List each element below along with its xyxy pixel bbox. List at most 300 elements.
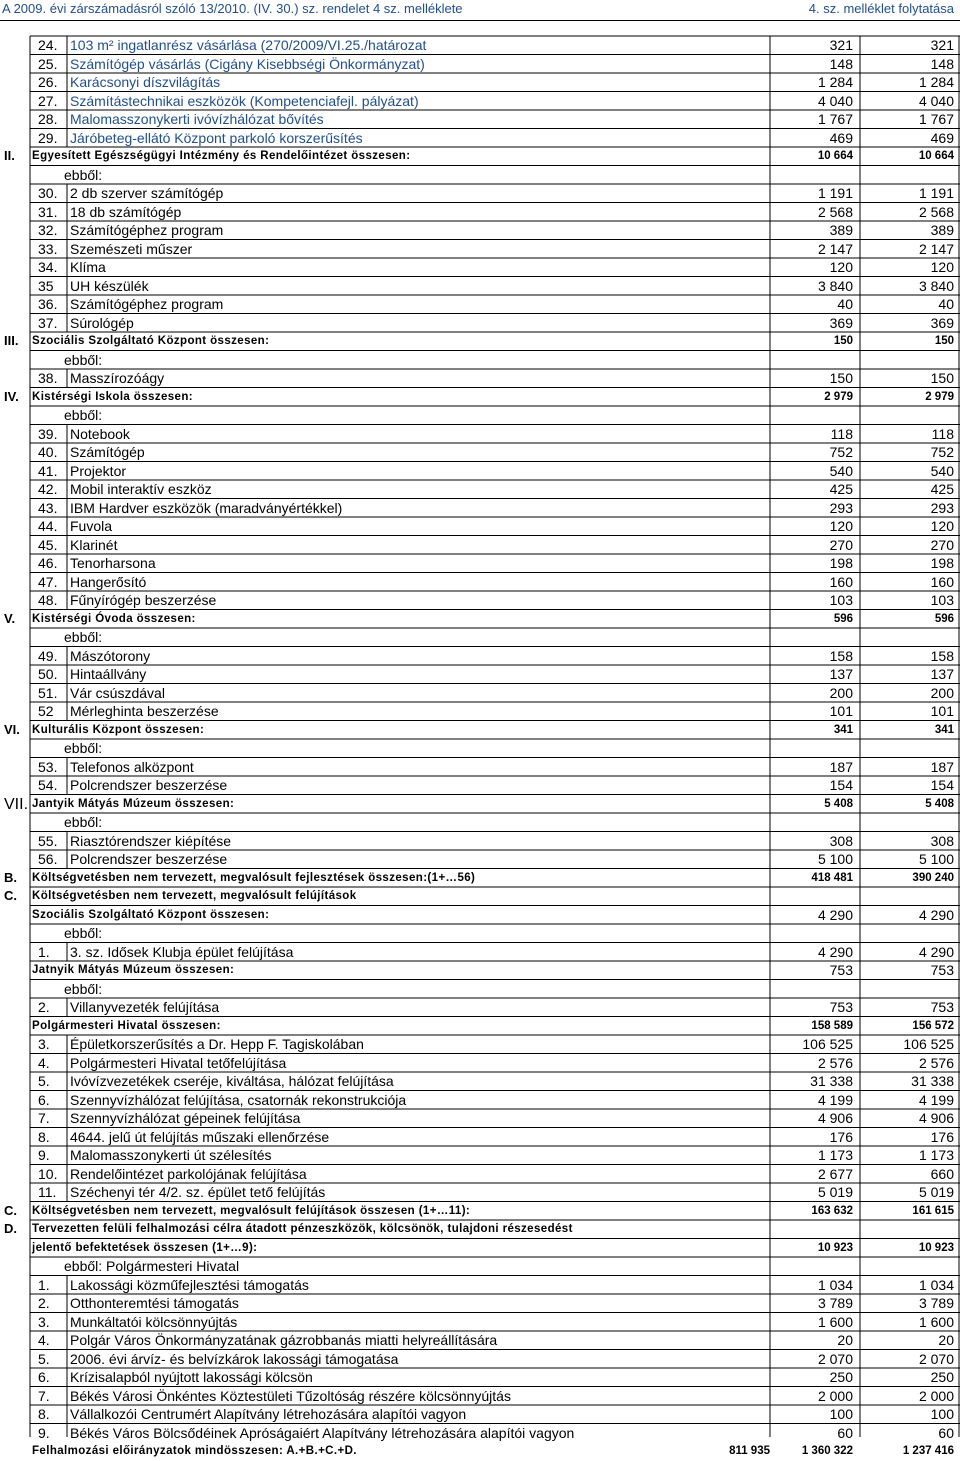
table-row bbox=[0, 1331, 960, 1350]
value-actual: 106 525 bbox=[903, 1036, 954, 1052]
value-modified: 40 bbox=[837, 296, 853, 312]
value-actual: 40 bbox=[938, 296, 954, 312]
value-actual: 2 568 bbox=[918, 203, 954, 220]
row-label: Notebook bbox=[70, 425, 130, 442]
value-modified: 389 bbox=[829, 222, 853, 238]
row-label: Polcrendszer beszerzése bbox=[70, 851, 228, 867]
row-number: 28. bbox=[38, 111, 58, 127]
row-number: 24. bbox=[38, 37, 58, 53]
group-label: Szociális Szolgáltató Központ összesen: bbox=[32, 908, 270, 921]
row-label: Mászótorony bbox=[70, 647, 151, 664]
header-left-text: A 2009. évi zárszámadásról szóló 13/2010. (IV. 30.) sz. rendelet 4 sz. melléklete bbox=[2, 1, 463, 16]
row-number: 25. bbox=[38, 55, 58, 72]
ebbol-row bbox=[32, 166, 960, 185]
ebbol-row bbox=[32, 628, 960, 647]
value-modified: 321 bbox=[829, 37, 853, 53]
table-row bbox=[0, 1128, 960, 1147]
row-number: 5. bbox=[38, 1073, 50, 1089]
table-row bbox=[0, 203, 960, 222]
value-modified: 3 789 bbox=[817, 1295, 853, 1311]
section-marker: III. bbox=[4, 333, 19, 348]
table-row bbox=[0, 665, 960, 684]
table-row bbox=[0, 1146, 960, 1165]
value-actual: 752 bbox=[930, 444, 954, 460]
value-actual: 425 bbox=[930, 481, 954, 497]
value-modified: 106 525 bbox=[802, 1036, 853, 1052]
value-actual: 200 bbox=[930, 684, 954, 701]
row-label: IBM Hardver eszközök (maradványértékkel) bbox=[70, 499, 343, 516]
value-modified: 31 338 bbox=[810, 1073, 853, 1089]
value-modified: 4 040 bbox=[817, 92, 853, 109]
row-label: Otthonteremtési támogatás bbox=[70, 1295, 239, 1311]
row-label: Projektor bbox=[70, 462, 127, 479]
table-row bbox=[0, 758, 960, 777]
value-actual: 100 bbox=[930, 1406, 954, 1422]
table-row bbox=[0, 462, 960, 481]
table-row bbox=[0, 258, 960, 277]
value-modified: 101 bbox=[829, 703, 853, 719]
value-modified: 2 677 bbox=[817, 1165, 853, 1182]
value-actual: 1 034 bbox=[918, 1276, 954, 1293]
table-row bbox=[0, 536, 960, 555]
row-label: Villanyvezeték felújítása bbox=[70, 999, 220, 1015]
row-label: Mérleghinta beszerzése bbox=[70, 703, 219, 719]
section-marker: VI. bbox=[4, 721, 20, 737]
row-label: Vállalkozói Centrumért Alapítvány létrehozására alapítói vagyon bbox=[70, 1406, 467, 1422]
row-number: 1. bbox=[38, 943, 50, 960]
table-row bbox=[0, 1183, 960, 1202]
table-row bbox=[0, 369, 960, 388]
table-row bbox=[0, 1072, 960, 1091]
value-actual: 187 bbox=[930, 758, 954, 775]
row-label: Karácsonyi díszvilágítás bbox=[70, 74, 221, 90]
row-number: 8. bbox=[38, 1406, 50, 1422]
value-plan: 811 935 bbox=[729, 1445, 770, 1457]
row-number: 10. bbox=[38, 1165, 58, 1182]
value-modified: 137 bbox=[829, 666, 853, 682]
value-actual: 1 191 bbox=[918, 185, 954, 201]
total-row bbox=[0, 795, 960, 814]
value-actual: 3 840 bbox=[918, 277, 954, 294]
group-label: Szociális Szolgáltató Központ összesen: bbox=[32, 335, 270, 347]
value-actual: 3 789 bbox=[918, 1295, 954, 1311]
table-row bbox=[0, 92, 960, 111]
row-label: Lakossági közműfejlesztési támogatás bbox=[70, 1276, 309, 1293]
value-actual: 321 bbox=[930, 37, 954, 53]
total-row bbox=[0, 721, 960, 740]
group-label: Felhalmozási előirányzatok mindösszesen: A.+B.+C.+D. bbox=[32, 1445, 357, 1457]
value-modified: 369 bbox=[829, 314, 853, 331]
value-modified: 5 019 bbox=[817, 1184, 853, 1200]
row-number: 46. bbox=[38, 555, 58, 571]
row-number: 6. bbox=[38, 1369, 50, 1385]
group-label: Egyesített Egészségügyi Intézmény és Rendelőintézet összesen: bbox=[32, 150, 411, 162]
group-label: Jatnyik Mátyás Múzeum összesen: bbox=[32, 964, 235, 976]
value-modified: 118 bbox=[830, 425, 853, 442]
total-row bbox=[0, 1220, 960, 1239]
row-number: 7. bbox=[38, 1387, 50, 1404]
row-number: 36. bbox=[38, 296, 58, 312]
value-modified: 163 632 bbox=[811, 1204, 853, 1217]
row-number: 2. bbox=[38, 1295, 50, 1311]
row-number: 52 bbox=[38, 703, 54, 719]
ebbol-label: ebből: bbox=[64, 407, 103, 423]
row-number: 27. bbox=[38, 92, 58, 109]
value-modified: 753 bbox=[829, 999, 853, 1015]
section-marker: IV. bbox=[4, 388, 19, 404]
value-modified: 10 923 bbox=[817, 1241, 853, 1254]
row-label: Rendelőintézet parkolójának felújítása bbox=[70, 1165, 307, 1182]
row-label: Békés Város Bölcsődéinek Apróságaiért Alapítvány létrehozására alapítói vagyon bbox=[70, 1424, 575, 1441]
value-modified: 150 bbox=[829, 370, 853, 386]
value-modified: 418 481 bbox=[811, 871, 853, 884]
row-number: 43. bbox=[38, 499, 58, 516]
ebbol-row bbox=[32, 1257, 960, 1276]
row-label: Telefonos alközpont bbox=[70, 758, 194, 775]
ebbol-label: ebből: bbox=[64, 740, 103, 756]
table-row bbox=[0, 776, 960, 795]
value-actual: 120 bbox=[930, 518, 954, 534]
value-actual: 5 100 bbox=[918, 851, 954, 867]
value-actual: 270 bbox=[930, 536, 954, 553]
row-label: Tenorharsona bbox=[70, 555, 156, 571]
row-label: Szemészeti műszer bbox=[70, 240, 193, 257]
row-label: Krízisalapból nyújtott lakossági kölcsön bbox=[70, 1369, 313, 1385]
total-row bbox=[0, 332, 960, 351]
value-actual: 160 bbox=[930, 573, 954, 590]
value-actual: 1 284 bbox=[918, 74, 954, 90]
value-actual: 753 bbox=[930, 962, 954, 978]
value-actual: 341 bbox=[934, 723, 954, 736]
value-modified: 103 bbox=[829, 592, 853, 608]
value-modified: 752 bbox=[829, 444, 853, 460]
value-modified: 3 840 bbox=[817, 277, 853, 294]
value-actual: 753 bbox=[930, 999, 954, 1015]
row-number: 34. bbox=[38, 259, 58, 275]
row-label: Fűnyírógép beszerzése bbox=[70, 592, 217, 608]
value-actual: 137 bbox=[930, 666, 954, 682]
row-number: 41. bbox=[38, 462, 58, 479]
ebbol-label: ebből: bbox=[64, 925, 103, 941]
table-row bbox=[0, 129, 960, 148]
table-row bbox=[0, 943, 960, 962]
value-modified: 270 bbox=[829, 536, 853, 553]
table-row bbox=[0, 295, 960, 314]
total-row bbox=[0, 1017, 960, 1036]
row-number: 37. bbox=[38, 314, 58, 331]
row-label: Hangerősító bbox=[70, 573, 147, 590]
row-label: Szennyvízhálózat gépeinek felújítása bbox=[70, 1110, 301, 1126]
row-number: 30. bbox=[38, 185, 58, 201]
group-label: Polgármesteri Hivatal összesen: bbox=[32, 1019, 221, 1032]
ebbol-label: ebből: Polgármesteri Hivatal bbox=[64, 1258, 240, 1274]
value-modified: 2 576 bbox=[817, 1054, 853, 1071]
value-actual: 1 767 bbox=[918, 111, 954, 127]
value-actual: 1 600 bbox=[918, 1313, 954, 1330]
value-modified: 1 034 bbox=[817, 1276, 853, 1293]
value-modified: 154 bbox=[829, 777, 853, 793]
row-number: 54. bbox=[38, 777, 58, 793]
value-modified: 1 600 bbox=[817, 1313, 853, 1330]
row-number: 9. bbox=[38, 1424, 50, 1441]
row-label: Vár csúszdával bbox=[70, 684, 165, 701]
section-marker: C. bbox=[4, 1202, 17, 1218]
table-row bbox=[0, 499, 960, 518]
table-row bbox=[0, 184, 960, 203]
value-modified: 5 408 bbox=[824, 797, 853, 810]
value-actual: 156 572 bbox=[912, 1019, 954, 1032]
total-row bbox=[0, 961, 960, 980]
table-row bbox=[0, 55, 960, 74]
value-modified: 1 173 bbox=[817, 1147, 853, 1163]
row-number: 38. bbox=[38, 370, 58, 386]
header-rule bbox=[0, 20, 960, 21]
table-row bbox=[0, 1405, 960, 1424]
table-row bbox=[0, 998, 960, 1017]
row-number: 33. bbox=[38, 240, 58, 257]
total-row bbox=[0, 610, 960, 629]
value-actual: 60 bbox=[938, 1424, 954, 1441]
value-actual: 161 615 bbox=[912, 1204, 954, 1217]
value-actual: 154 bbox=[930, 777, 954, 793]
row-label: Hintaállvány bbox=[70, 666, 147, 682]
value-actual: 4 040 bbox=[918, 92, 954, 109]
row-number: 50. bbox=[38, 666, 58, 682]
row-number: 53. bbox=[38, 758, 58, 775]
value-actual: 2 147 bbox=[918, 240, 954, 257]
row-label: 18 db számítógép bbox=[70, 203, 182, 220]
row-label: Békés Városi Önkéntes Köztestületi Tűzoltóság részére kölcsönnyújtás bbox=[70, 1387, 511, 1404]
row-number: 40. bbox=[38, 444, 58, 460]
row-label: Malomasszonykerti ivóvízhálózat bővítés bbox=[70, 111, 324, 127]
group-label: Jantyik Mátyás Múzeum összesen: bbox=[32, 797, 235, 810]
row-number: 51. bbox=[38, 684, 58, 701]
value-actual: 176 bbox=[930, 1128, 954, 1145]
value-modified: 469 bbox=[829, 129, 853, 146]
value-actual: 4 906 bbox=[918, 1110, 954, 1126]
value-modified: 425 bbox=[829, 481, 853, 497]
row-label: Épületkorszerűsítés a Dr. Hepp F. Tagiskolában bbox=[70, 1036, 364, 1052]
row-number: 8. bbox=[38, 1128, 50, 1145]
value-modified: 100 bbox=[829, 1406, 853, 1422]
row-number: 35 bbox=[38, 277, 54, 294]
ebbol-row bbox=[32, 739, 960, 758]
table-row bbox=[0, 443, 960, 462]
table-row bbox=[0, 221, 960, 240]
row-number: 3. bbox=[38, 1036, 50, 1052]
group-label: Költségvetésben nem tervezett, megvalósult fejlesztések összesen:(1+…56) bbox=[32, 871, 476, 884]
value-actual: 103 bbox=[930, 592, 954, 608]
value-actual: 369 bbox=[930, 314, 954, 331]
value-modified: 160 bbox=[829, 573, 853, 590]
value-actual: 10 923 bbox=[918, 1241, 954, 1254]
total-row bbox=[0, 906, 960, 925]
ebbol-label: ebből: bbox=[64, 351, 103, 368]
row-number: 9. bbox=[38, 1147, 50, 1163]
row-number: 45. bbox=[38, 536, 58, 553]
row-label: Riasztórendszer kiépítése bbox=[70, 832, 232, 849]
value-actual: 5 408 bbox=[925, 797, 954, 810]
table-row bbox=[0, 832, 960, 851]
section-marker: V. bbox=[4, 610, 16, 626]
row-number: 48. bbox=[38, 592, 58, 608]
value-actual: 4 199 bbox=[918, 1091, 954, 1108]
table-row bbox=[0, 684, 960, 703]
value-modified: 60 bbox=[837, 1424, 853, 1441]
value-modified: 341 bbox=[833, 723, 853, 736]
row-number: 2. bbox=[38, 999, 50, 1015]
value-actual: 596 bbox=[934, 612, 954, 625]
row-label: 4644. jelű út felújítás műszaki ellenőrzése bbox=[70, 1128, 330, 1145]
value-actual: 101 bbox=[930, 703, 954, 719]
row-label: Munkáltatói kölcsönnyújtás bbox=[70, 1313, 238, 1330]
table-row bbox=[0, 554, 960, 573]
value-modified: 4 290 bbox=[817, 906, 853, 923]
value-actual: 10 664 bbox=[918, 150, 954, 162]
table-row bbox=[0, 425, 960, 444]
row-number: 26. bbox=[38, 74, 58, 90]
table-row bbox=[0, 850, 960, 869]
total-row bbox=[0, 1202, 960, 1221]
row-number: 7. bbox=[38, 1110, 50, 1126]
value-modified: 1 360 322 bbox=[801, 1445, 853, 1457]
value-modified: 187 bbox=[829, 758, 853, 775]
total-row bbox=[0, 147, 960, 166]
table-row bbox=[0, 480, 960, 499]
row-label: Számítógép vásárlás (Cigány Kisebbségi Önkormányzat) bbox=[70, 55, 425, 72]
row-label: Számítástechnikai eszközök (Kompetenciafejl. pályázat) bbox=[70, 92, 419, 109]
value-modified: 2 147 bbox=[817, 240, 853, 257]
row-number: 31. bbox=[38, 203, 58, 220]
value-modified: 1 284 bbox=[817, 74, 853, 90]
value-modified: 5 100 bbox=[817, 851, 853, 867]
row-label: 2006. évi árvíz- és belvízkárok lakossági támogatása bbox=[70, 1350, 399, 1367]
table-row bbox=[0, 1387, 960, 1406]
value-modified: 10 664 bbox=[817, 150, 853, 162]
value-actual: 2 576 bbox=[918, 1054, 954, 1071]
table-row bbox=[0, 1368, 960, 1387]
value-actual: 540 bbox=[930, 462, 954, 479]
row-label: Széchenyi tér 4/2. sz. épület tető felújítás bbox=[70, 1184, 326, 1200]
table-row bbox=[0, 1294, 960, 1313]
table-row bbox=[0, 1091, 960, 1110]
table-row bbox=[0, 314, 960, 333]
value-modified: 200 bbox=[829, 684, 853, 701]
value-modified: 198 bbox=[829, 555, 853, 571]
row-label: 103 m² ingatlanrész vásárlása (270/2009/VI.25./határozat bbox=[70, 37, 427, 53]
ebbol-label: ebből: bbox=[64, 166, 103, 183]
value-actual: 308 bbox=[930, 832, 954, 849]
value-modified: 596 bbox=[833, 612, 853, 625]
value-modified: 4 199 bbox=[817, 1091, 853, 1108]
row-label: Ivóvízvezetékek cseréje, kiváltása, hálózat felújítása bbox=[70, 1073, 394, 1089]
page-header bbox=[0, 0, 960, 28]
table-row bbox=[0, 1350, 960, 1369]
value-actual: 1 173 bbox=[918, 1147, 954, 1163]
row-number: 32. bbox=[38, 222, 58, 238]
group-label: jelentő befektetések összesen (1+…9): bbox=[32, 1241, 258, 1254]
table-row bbox=[0, 573, 960, 592]
group-label: Költségvetésben nem tervezett, megvalósult felújítások összesen (1+…11): bbox=[32, 1204, 471, 1217]
row-label: 3. sz. Idősek Klubja épület felújítása bbox=[70, 943, 294, 960]
value-modified: 293 bbox=[829, 499, 853, 516]
ebbol-row bbox=[32, 924, 960, 943]
value-actual: 293 bbox=[930, 499, 954, 516]
row-number: 5. bbox=[38, 1350, 50, 1367]
value-modified: 176 bbox=[829, 1128, 853, 1145]
section-marker: C. bbox=[4, 888, 17, 903]
row-label: Fuvola bbox=[70, 518, 113, 534]
row-label: Masszírozóágy bbox=[70, 370, 165, 386]
value-actual: 390 240 bbox=[912, 871, 954, 884]
table-row bbox=[0, 1313, 960, 1332]
value-modified: 308 bbox=[829, 832, 853, 849]
value-modified: 20 bbox=[837, 1332, 853, 1348]
row-label: Polgár Város Önkormányzatának gázrobbanás miatti helyreállítására bbox=[70, 1332, 498, 1348]
row-label: Számítógép bbox=[70, 444, 145, 460]
value-actual: 5 019 bbox=[918, 1184, 954, 1200]
table-row bbox=[0, 73, 960, 92]
value-actual: 2 070 bbox=[918, 1350, 954, 1367]
total-row bbox=[0, 1239, 960, 1258]
value-actual: 4 290 bbox=[918, 906, 954, 923]
row-number: 4. bbox=[38, 1332, 50, 1348]
row-number: 39. bbox=[38, 425, 58, 442]
group-label: Kulturális Központ összesen: bbox=[32, 723, 205, 736]
row-label: 2 db szerver számítógép bbox=[70, 185, 224, 201]
section-marker: D. bbox=[4, 1221, 17, 1236]
value-modified: 4 290 bbox=[817, 943, 853, 960]
value-actual: 118 bbox=[931, 425, 954, 442]
row-number: 1. bbox=[38, 1276, 50, 1293]
value-actual: 150 bbox=[930, 370, 954, 386]
section-marker: B. bbox=[4, 869, 17, 885]
value-modified: 540 bbox=[829, 462, 853, 479]
group-label: Kistérségi Óvoda összesen: bbox=[32, 612, 196, 625]
row-number: 55. bbox=[38, 832, 58, 849]
value-modified: 2 979 bbox=[824, 390, 853, 403]
header-right-text: 4. sz. melléklet folytatása bbox=[808, 1, 954, 16]
row-number: 4. bbox=[38, 1054, 50, 1071]
table-row bbox=[0, 110, 960, 129]
budget-table bbox=[0, 36, 960, 1461]
value-actual: 469 bbox=[930, 129, 954, 146]
table-row bbox=[0, 36, 960, 55]
value-modified: 148 bbox=[829, 55, 853, 72]
value-modified: 158 bbox=[829, 647, 853, 664]
ebbol-label: ebből: bbox=[64, 629, 103, 645]
row-number: 44. bbox=[38, 518, 58, 534]
value-actual: 198 bbox=[930, 555, 954, 571]
value-modified: 1 191 bbox=[817, 185, 853, 201]
ebbol-row bbox=[32, 351, 960, 370]
ebbol-label: ebből: bbox=[64, 814, 103, 830]
row-number: 42. bbox=[38, 481, 58, 497]
total-row bbox=[0, 388, 960, 407]
group-label: Kistérségi Iskola összesen: bbox=[32, 390, 194, 403]
table-row bbox=[0, 1276, 960, 1295]
table-row bbox=[0, 517, 960, 536]
value-modified: 2 000 bbox=[817, 1387, 853, 1404]
row-number: 29. bbox=[38, 129, 58, 146]
table-row bbox=[0, 702, 960, 721]
table-row bbox=[0, 277, 960, 296]
value-actual: 250 bbox=[930, 1369, 954, 1385]
row-label: Klarinét bbox=[70, 536, 118, 553]
row-number: 11. bbox=[38, 1184, 57, 1200]
value-modified: 120 bbox=[829, 518, 853, 534]
total-row bbox=[0, 1442, 960, 1461]
